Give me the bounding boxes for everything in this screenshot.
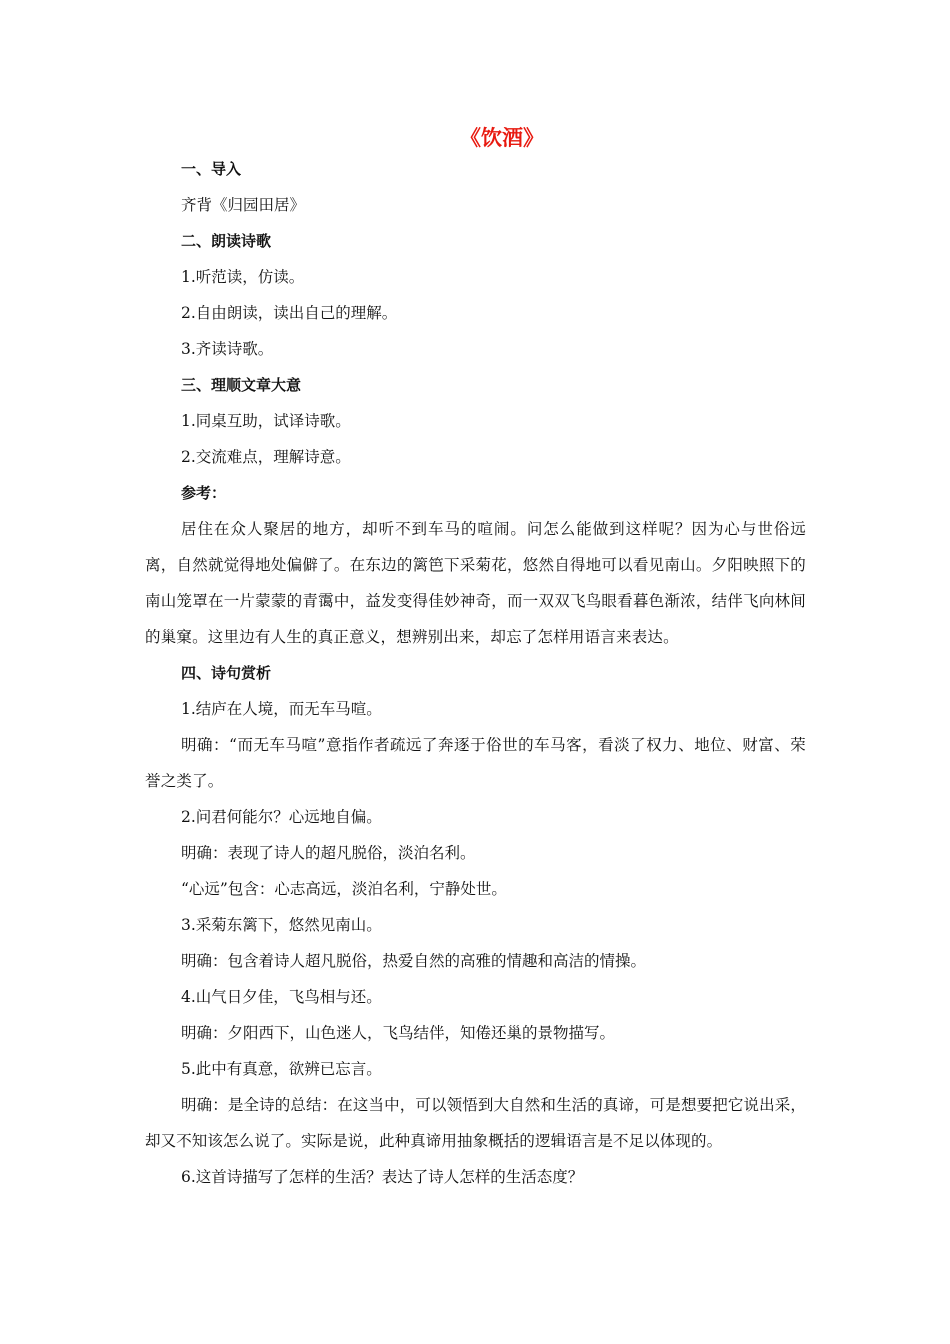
intro-line: 齐背《归园田居》 [181, 196, 306, 214]
reading-item-3: 3.齐读诗歌。 [181, 340, 274, 358]
question-5: 5.此中有真意，欲辨已忘言。 [181, 1060, 382, 1078]
answer-5: 明确：是全诗的总结：在这当中，可以领悟到大自然和生活的真谛，可是想要把它说出采，却又不知该怎么说了。实际是说，此种真谛用抽象概括的逻辑语言是不足以体现的。 [145, 1096, 806, 1150]
question-6: 6.这首诗描写了怎样的生活？表达了诗人怎样的生活态度？ [181, 1168, 584, 1186]
section-heading-reading: 二、朗读诗歌 [181, 232, 272, 250]
answer-2: 明确：表现了诗人的超凡脱俗，淡泊名利。 [181, 844, 476, 862]
document-title: 《饮酒》 [460, 126, 544, 150]
document-body [145, 151, 806, 1195]
answer-2-extra: “心远”包含：心志高远，淡泊名利，宁静处世。 [181, 880, 507, 898]
question-2: 2.问君何能尔？心远地自偏。 [181, 808, 382, 826]
reference-paragraph: 居住在众人聚居的地方，却听不到车马的喧闹。问怎么能做到这样呢？因为心与世俗远离，自然就觉得地处偏僻了。在东边的篱笆下采菊花，悠然自得地可以看见南山。夕阳映照下的南山笼罩在一片蒙蒙的青霭中，益发变得佳妙神奇，而一双双飞鸟眼看暮色渐浓，结伴飞向林间的巢窠。这里边有人生的真正意义，想辨别出来，却忘了怎样用语言来表达。 [145, 520, 806, 646]
question-4: 4.山气日夕佳，飞鸟相与还。 [181, 988, 382, 1006]
reading-item-1: 1.听范读，仿读。 [181, 268, 305, 286]
section-heading-intro: 一、导入 [181, 160, 242, 178]
answer-4: 明确：夕阳西下，山色迷人，飞鸟结伴，知倦还巢的景物描写。 [181, 1024, 616, 1042]
section-heading-meaning: 三、理顺文章大意 [181, 376, 302, 394]
answer-1: 明确：“而无车马喧”意指作者疏远了奔逐于俗世的车马客，看淡了权力、地位、财富、荣誉之类了。 [145, 736, 806, 790]
reading-item-2: 2.自由朗读，读出自己的理解。 [181, 304, 398, 322]
question-3: 3.采菊东篱下，悠然见南山。 [181, 916, 382, 934]
meaning-item-1: 1.同桌互助，试译诗歌。 [181, 412, 351, 430]
reference-label: 参考： [181, 484, 227, 502]
question-1: 1.结庐在人境，而无车马喧。 [181, 700, 382, 718]
meaning-item-2: 2.交流难点，理解诗意。 [181, 448, 351, 466]
section-heading-appreciation: 四、诗句赏析 [181, 664, 272, 682]
answer-3: 明确：包含着诗人超凡脱俗，热爱自然的高雅的情趣和高洁的情操。 [181, 952, 647, 970]
